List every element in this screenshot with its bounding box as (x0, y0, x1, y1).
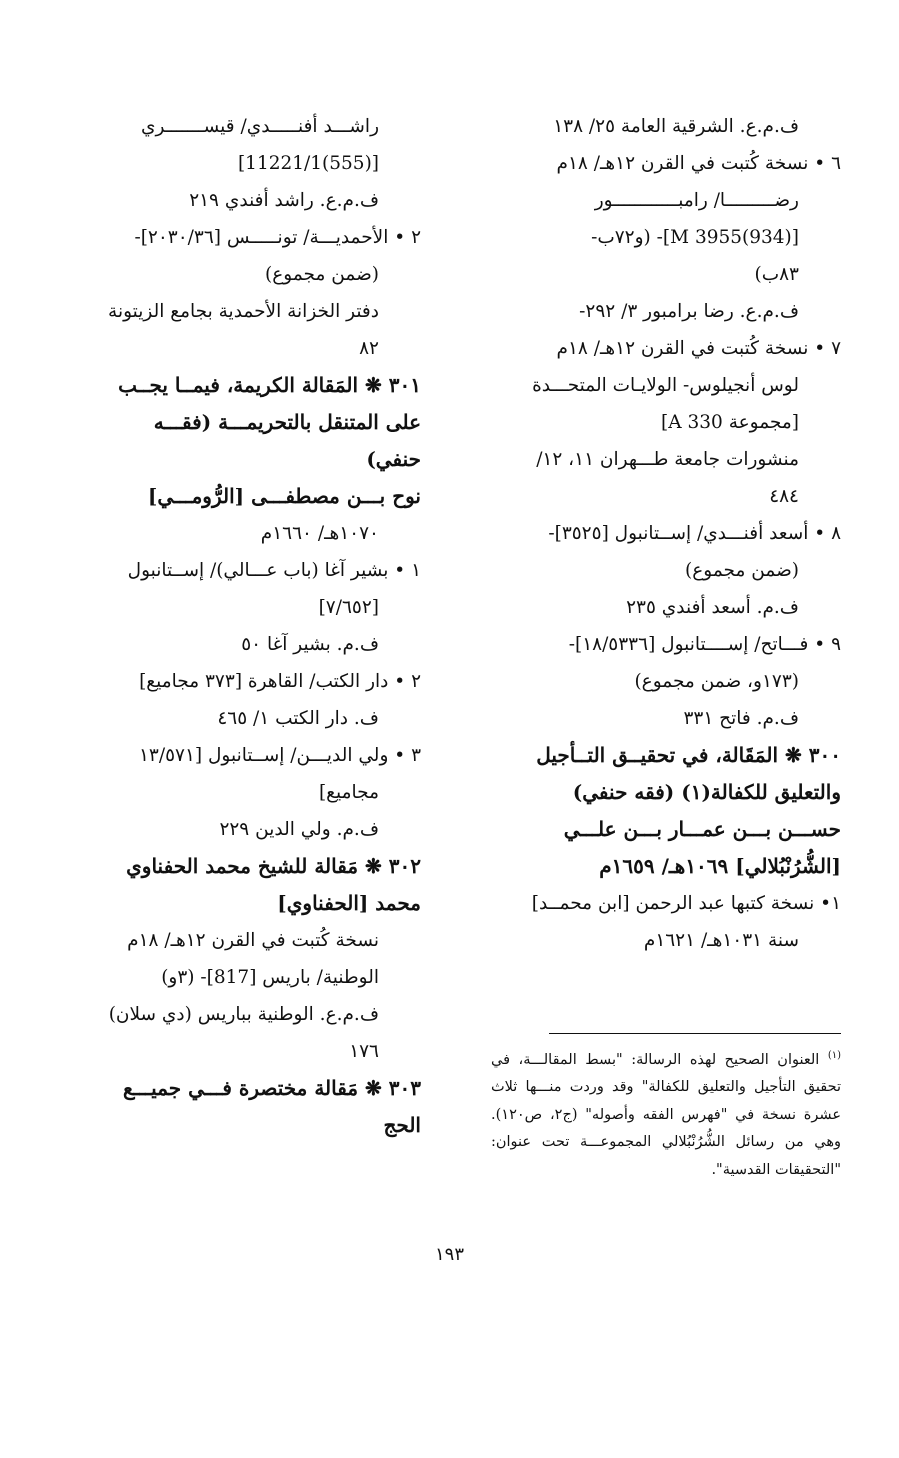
footnote (491, 1042, 841, 1184)
entry-heading-line: الحج (383, 1113, 421, 1137)
entry-line: ١ • بشير آغا (باب عـــالي)/ إســتانبول (127, 560, 421, 581)
entry-line: ١٧٦ (349, 1041, 379, 1062)
footnote-text: العنوان الصحيح لهذه الرسالة: "بسط المقالـــة، في تحقيق التأجيل والتعليق للكفالة" وقد وردت منـــها ثلاث عشرة نسخة في "فهرس الفقه وأصوله" (ج٢، ص١٢٠). وهي من رسائل الشُّرُنْبُلالي المجموعـــة تحت عنوان: "التحقيقات القدسية". (491, 1051, 841, 1178)
entry-heading-line: حســـن بـــن عمـــار بـــن علـــي (563, 817, 841, 841)
entry-line: ٢ • دار الكتب/ القاهرة [٣٧٣ مجاميع] (139, 671, 421, 692)
entry-line: ٧ • نسخة كُتبت في القرن ١٢هـ/ ١٨م (556, 338, 841, 359)
entry-line: ف.م.ع. رضا برامبور ٣/ ٢٩٢- (579, 301, 799, 322)
entry-line: منشورات جامعة طـــهران ١١، ١٢/ (536, 449, 799, 470)
entry-line: ٦ • نسخة كُتبت في القرن ١٢هـ/ ١٨م (556, 153, 841, 174)
entry-line: [مجموعة A 330] (661, 412, 799, 433)
right-column (491, 108, 841, 959)
entry-line: لوس أنجيلوس- الولايـات المتحـــدة (532, 375, 799, 396)
entry-line: ٨ • أسعد أفنـــدي/ إســتانبول [٣٥٢٥]- (548, 523, 841, 544)
entry-heading-line: ٣٠٣ ❋ مَقالة مختصرة فـــي جميـــع (122, 1076, 421, 1100)
entry-line: ٢ • الأحمديـــة/ تونـــــس [٢٠٣٠/٣٦]- (134, 227, 421, 248)
left-column (71, 108, 421, 1144)
entry-line: ف. دار الكتب ١/ ٤٦٥ (217, 708, 379, 729)
entry-line: ف.م. بشير آغا ٥٠ (241, 634, 379, 655)
entry-line: ٨٢ (359, 338, 379, 359)
entry-heading-line: ٣٠٢ ❋ مَقالة للشيخ محمد الحفناوي (126, 854, 421, 878)
entry-heading-line: على المتنقل بالتحريمـــة (فقـــه (153, 410, 421, 434)
entry-line: ٨٣ب) (754, 264, 799, 285)
entry-line: سنة ١٠٣١هـ/ ١٦٢١م (643, 930, 799, 951)
entry-line: ف.م. فاتح ٣٣١ (683, 708, 799, 729)
entry-line: [٧/٦٥٢] (318, 597, 379, 618)
entry-line: رضـــــــــا/ رامبــــــــــــور (594, 190, 799, 211)
entry-heading-line: ٣٠٠ ❋ المَقَالة، في تحقيــق التــأجيل (536, 743, 841, 767)
entry-heading-line: حنفي) (366, 447, 421, 471)
entry-line: ٩ • فـــاتح/ إســــتانبول [١٨/٥٣٣٦]- (568, 634, 841, 655)
entry-line: ف.م. أسعد أفندي ٢٣٥ (626, 597, 799, 618)
entry-heading-line: نوح بـــن مصطفـــى [الرُّومـــي] (147, 484, 421, 508)
entry-line: دفتر الخزانة الأحمدية بجامع الزيتونة (108, 301, 379, 322)
entry-line: الوطنية/ باريس [817]- (٣و) (161, 967, 379, 988)
entry-line: ف.م. ولي الدين ٢٢٩ (219, 819, 379, 840)
entry-heading-line: محمد [الحفناوي] (277, 891, 421, 915)
entry-line: ٣ • ولي الديـــن/ إســتانبول [١٣/٥٧١ (138, 745, 421, 766)
entry-line: (١٧٣و، ضمن مجموع) (634, 671, 799, 692)
footnote-divider (549, 1033, 841, 1034)
entry-line: ١• نسخة كتبها عبد الرحمن [ابن محمــد] (531, 893, 841, 914)
entry-line: ٤٨٤ (769, 486, 799, 507)
entry-heading-line: والتعليق للكفالة(١) (فقه حنفي) (572, 780, 841, 804)
entry-line: ف.م.ع. الشرقية العامة ٢٥/ ١٣٨ (553, 116, 799, 137)
footnote-marker: (١) (827, 1050, 841, 1061)
entry-line: ف.م.ع. الوطنية بباريس (دي سلان) (108, 1004, 379, 1025)
entry-line: راشـــد أفنـــــدي/ قيســـــــري (141, 116, 379, 137)
entry-line: مجاميع] (318, 782, 379, 803)
entry-line: نسخة كُتبت في القرن ١٢هـ/ ١٨م (127, 930, 379, 951)
entry-line: ١٠٧٠هـ/ ١٦٦٠م (260, 523, 379, 544)
entry-line: (ضمن مجموع) (685, 560, 799, 581)
entry-heading-line: ٣٠١ ❋ المَقالة الكريمة، فيمــا يجــب (118, 373, 421, 397)
entry-line: ف.م.ع. راشد أفندي ٢١٩ (189, 190, 379, 211)
entry-line: (ضمن مجموع) (265, 264, 379, 285)
page-number: ١٩٣ (434, 1244, 464, 1265)
entry-heading-line: [الشُّرُنْبُلالي] ١٠٦٩هـ/ ١٦٥٩م (599, 854, 841, 878)
entry-line: [M 3955(934)]- (و٧٢ب- (591, 227, 799, 248)
entry-line: [(555)11221/1] (237, 153, 379, 174)
